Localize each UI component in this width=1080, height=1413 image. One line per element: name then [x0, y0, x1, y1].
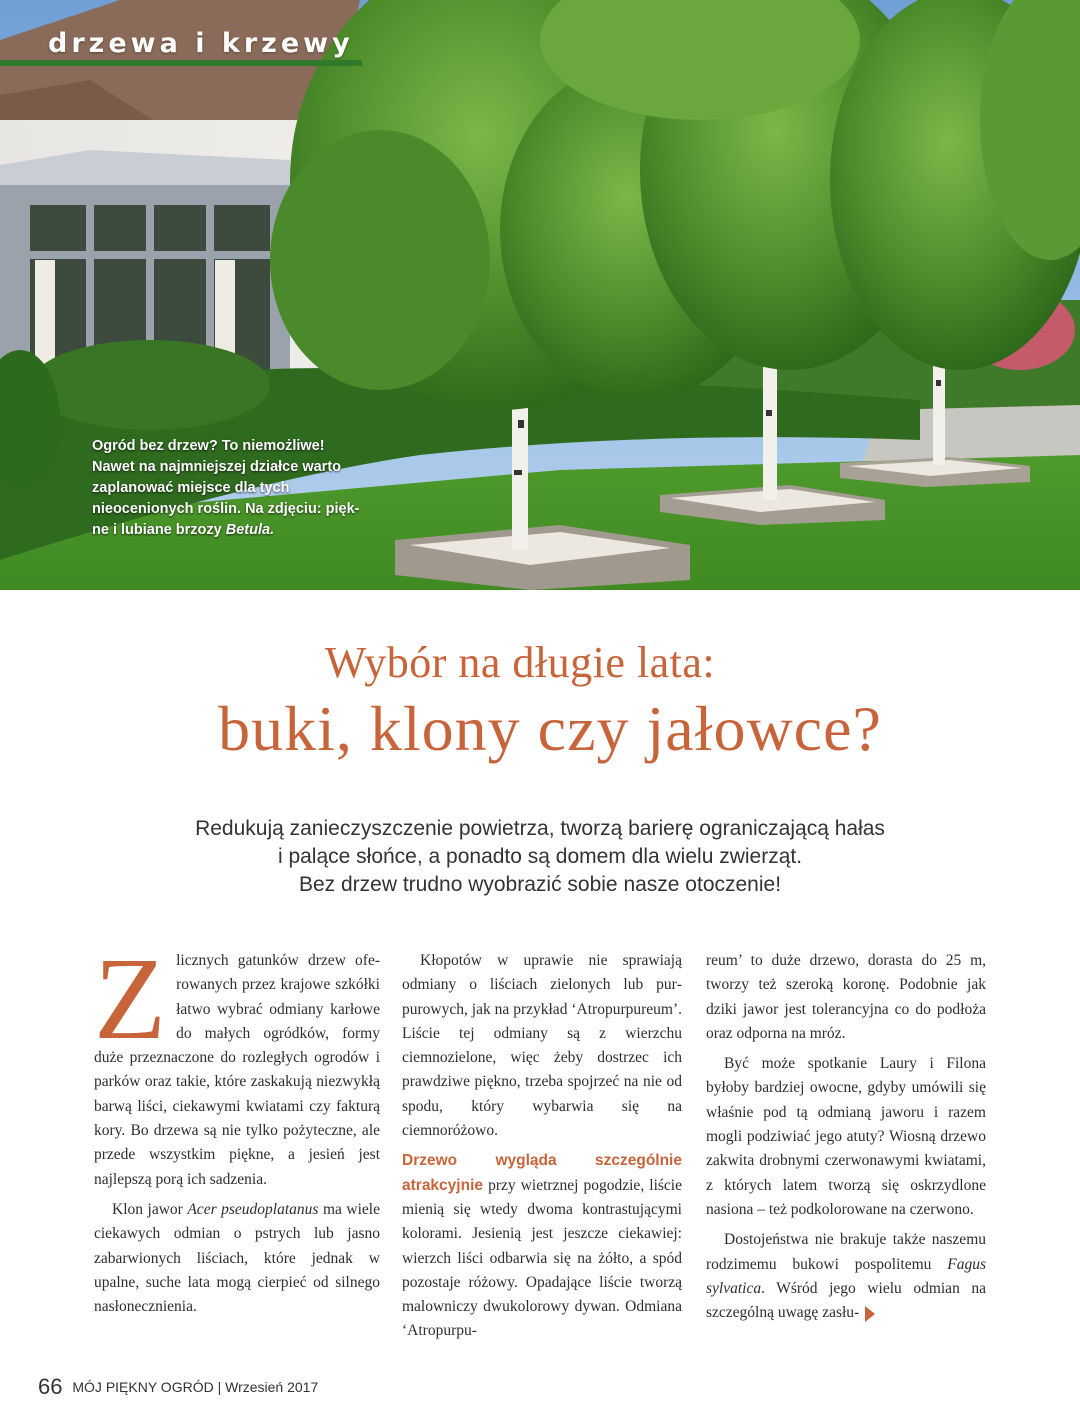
latin-name: Acer pseudoplatanus: [187, 1200, 319, 1218]
hero-photo: [0, 0, 1080, 590]
issue-date: Wrzesień 2017: [225, 1379, 319, 1395]
page-footer: [38, 1374, 318, 1400]
body-column-1: [94, 933, 380, 1325]
photo-caption-text: Ogród bez drzew? To niemożliwe! Nawet na najmniejszej działce warto zaplanować miejsce dla tych nieocenionych roślin. Na zdjęciu: piękne i lubiane brzozy: [92, 438, 360, 538]
paragraph: [706, 1228, 986, 1325]
page-number: 66: [38, 1374, 63, 1399]
article-title-line2: buki, klony czy jałowce?: [218, 693, 882, 764]
paragraph-text: . Wśród jego wielu odmian na szczególną uwagę zasłu-: [706, 1279, 986, 1322]
drop-cap: Z: [94, 933, 167, 1064]
article-lead: [90, 815, 990, 899]
paragraph-text: przy wietrznej pogodzie, liście mienią się wtedy dwoma kontrastującymi kolorami. Jesienią jest jeszcze ciekawiej: wierzch liści odbarwia się na żółto, a spód pozostaje różowy. Opadające liście tworzą malowniczy dwukolorowy dywan. Odmiana ‘Atropurpu-: [402, 1176, 682, 1340]
paragraph-text: Klon jawor: [112, 1200, 188, 1218]
paragraph: [94, 1198, 380, 1319]
paragraph: [94, 933, 380, 1192]
photo-caption: [92, 436, 367, 541]
paragraph-text: ma wiele ciekawych odmian o pstrych lub jasno zabarwionych liściach, które jednak w upalne, suche lata mogą cierpieć od silnego nasłonecznienia.: [94, 1200, 380, 1316]
paragraph-text: Być może spotkanie Laury i Filona byłoby bardziej owocne, gdyby umówili się właśnie pod tą odmianą jaworu i razem mogli podziwiać jego atuty? Wiosną drzewo zakwita drobnymi czerwonawymi kwiatami, z których latem tworzą się oskrzydlone nasiona – też podkolorowane na czerwono.: [706, 1055, 986, 1218]
footer-separator: |: [217, 1379, 222, 1395]
paragraph-text: reum’ to duże drzewo, dorasta do 25 m, tworzy też szeroką koronę. Podobnie jak dziki jawor jest tolerancyjna co do podłoża oraz odporna na mróz.: [706, 952, 986, 1042]
paragraph: [706, 1052, 986, 1222]
photo-caption-latin-name: Betula.: [225, 522, 275, 538]
paragraph-text: Kłopotów w uprawie nie sprawiają odmiany o liściach zielonych lub purpurowych, jak na przykład ‘Atropurpureum’. Liście tej odmiany są z wierzchu ciemnozielone, więc żeby dostrzec ich prawdziwe piękno, trzeba spojrzeć na nie od spodu, który wybarwia się na ciemnoróżowo.: [402, 952, 682, 1140]
section-tag: drzewa i krzewy: [48, 28, 354, 59]
lead-line: Redukują zanieczyszczenie powietrza, tworzą barierę ograniczającą hałas: [195, 817, 885, 840]
highlight-text: Drzewo wygląda szczególnie atrakcyjnie: [402, 1152, 682, 1194]
body-column-2: [402, 949, 682, 1350]
continue-arrow-icon: [865, 1306, 875, 1322]
article-title: [0, 636, 1080, 768]
section-rule: [0, 60, 362, 66]
lead-line: Bez drzew trudno wyobrazić sobie nasze otoczenie!: [298, 873, 782, 896]
paragraph: [402, 1149, 682, 1343]
paragraph: [706, 949, 986, 1046]
paragraph: [402, 949, 682, 1143]
latin-name: Fagus sylvatica: [706, 1255, 986, 1297]
paragraph-text: licznych gatunków drzew oferowanych przez krajowe szkółki łatwo wybrać odmiany karłowe do małych ogródków, formy duże przeznaczone do rozległych ogrodów i parków oraz takie, które zaskakują niezwykłą barwą liści, ciekawymi kwiatami czy fakturą kory. Bo drzewa są nie tylko pożyteczne, ale przede wszystkim piękne, a jesień jest najlepszą porą ich sadzenia.: [94, 952, 380, 1188]
body-column-3: [706, 949, 986, 1331]
magazine-name: MÓJ PIĘKNY OGRÓD: [72, 1379, 214, 1395]
paragraph-text: Dostojeństwa nie brakuje także naszemu rodzimemu bukowi pospolitemu: [706, 1231, 986, 1273]
lead-line: i palące słońce, a ponadto są domem dla wielu zwierząt.: [277, 845, 803, 868]
article-title-line1: Wybór na długie lata:: [324, 638, 716, 687]
